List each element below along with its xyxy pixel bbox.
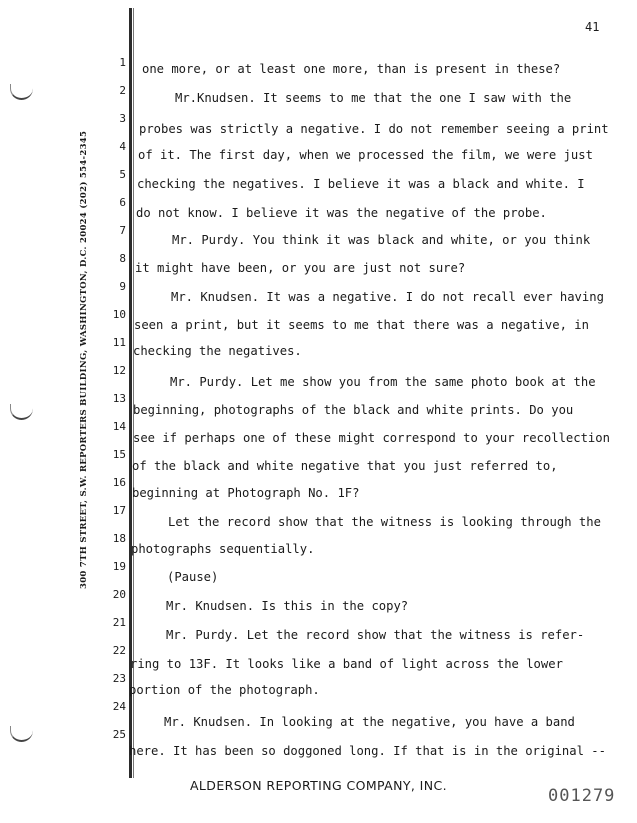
punch-hole-mark — [10, 404, 33, 420]
reporting-company-footer: ALDERSON REPORTING COMPANY, INC. — [189, 778, 447, 793]
transcript-line: here. It has been so doggoned long. If that is in the original -- — [129, 744, 606, 758]
transcript-line: probes was strictly a negative. I do not remember seeing a print — [139, 122, 609, 136]
page-number: 41 — [585, 20, 600, 34]
transcript-line: Mr. Knudsen. Is this in the copy? — [166, 599, 409, 613]
line-number: 11 — [112, 336, 126, 349]
transcript-line: do not know. I believe it was the negative of the probe. — [136, 206, 547, 220]
transcript-line: Mr. Purdy. You think it was black and white, or you think — [172, 233, 591, 247]
transcript-line: checking the negatives. — [133, 344, 302, 358]
line-number: 19 — [112, 560, 126, 573]
transcript-line: ring to 13F. It looks like a band of light across the lower — [130, 657, 563, 671]
transcript-line: Mr. Knudsen. It was a negative. I do not recall ever having — [171, 290, 604, 304]
line-number: 9 — [119, 280, 126, 293]
line-number: 24 — [112, 700, 126, 713]
line-number: 7 — [119, 224, 126, 237]
transcript-line: photographs sequentially. — [131, 542, 315, 556]
line-number: 18 — [112, 532, 126, 545]
transcript-line: Let the record show that the witness is looking through the — [168, 515, 601, 529]
transcript-line: see if perhaps one of these might correspond to your recollection — [133, 431, 610, 445]
line-number: 5 — [119, 168, 126, 181]
transcript-line: checking the negatives. I believe it was a black and white. I — [137, 177, 585, 191]
line-number: 15 — [112, 448, 126, 461]
punch-hole-mark — [10, 84, 33, 100]
line-number: 20 — [112, 588, 126, 601]
line-number: 25 — [112, 728, 126, 741]
line-number: 14 — [112, 420, 126, 433]
transcript-line: Mr. Purdy. Let the record show that the witness is refer- — [166, 628, 585, 642]
line-number: 4 — [119, 140, 126, 153]
line-number: 21 — [112, 616, 126, 629]
transcript-line: of it. The first day, when we processed the film, we were just — [138, 148, 593, 162]
bates-number: 001279 — [548, 786, 616, 806]
line-number: 12 — [112, 364, 126, 377]
line-number: 17 — [112, 504, 126, 517]
transcript-line: Mr. Purdy. Let me show you from the same photo book at the — [170, 375, 596, 389]
line-number: 13 — [112, 392, 126, 405]
reporter-address-margin: 300 7TH STREET, S.W. REPORTERS BUILDING, WASHINGTON, D.C. 20024 (202) 554-2345 — [79, 130, 89, 589]
transcript-line: beginning, photographs of the black and white prints. Do you — [133, 403, 574, 417]
line-number: 3 — [119, 112, 126, 125]
line-number: 10 — [112, 308, 126, 321]
line-number: 23 — [112, 672, 126, 685]
line-number: 16 — [112, 476, 126, 489]
line-number: 1 — [119, 56, 126, 69]
transcript-line: portion of the photograph. — [129, 683, 320, 697]
transcript-line: seen a print, but it seems to me that there was a negative, in — [134, 318, 589, 332]
punch-hole-mark — [10, 726, 33, 742]
line-number: 2 — [119, 84, 126, 97]
transcript-line: Mr. Knudsen. In looking at the negative, you have a band — [164, 715, 575, 729]
transcript-line: Mr.Knudsen. It seems to me that the one I saw with the — [175, 91, 572, 105]
line-number: 6 — [119, 196, 126, 209]
transcript-line: it might have been, or you are just not sure? — [135, 261, 466, 275]
transcript-line: of the black and white negative that you just referred to, — [132, 459, 558, 473]
transcript-line: (Pause) — [167, 570, 219, 584]
transcript-line: one more, or at least one more, than is present in these? — [142, 62, 561, 76]
line-number: 22 — [112, 644, 126, 657]
transcript-line: beginning at Photograph No. 1F? — [132, 486, 360, 500]
line-number: 8 — [119, 252, 126, 265]
